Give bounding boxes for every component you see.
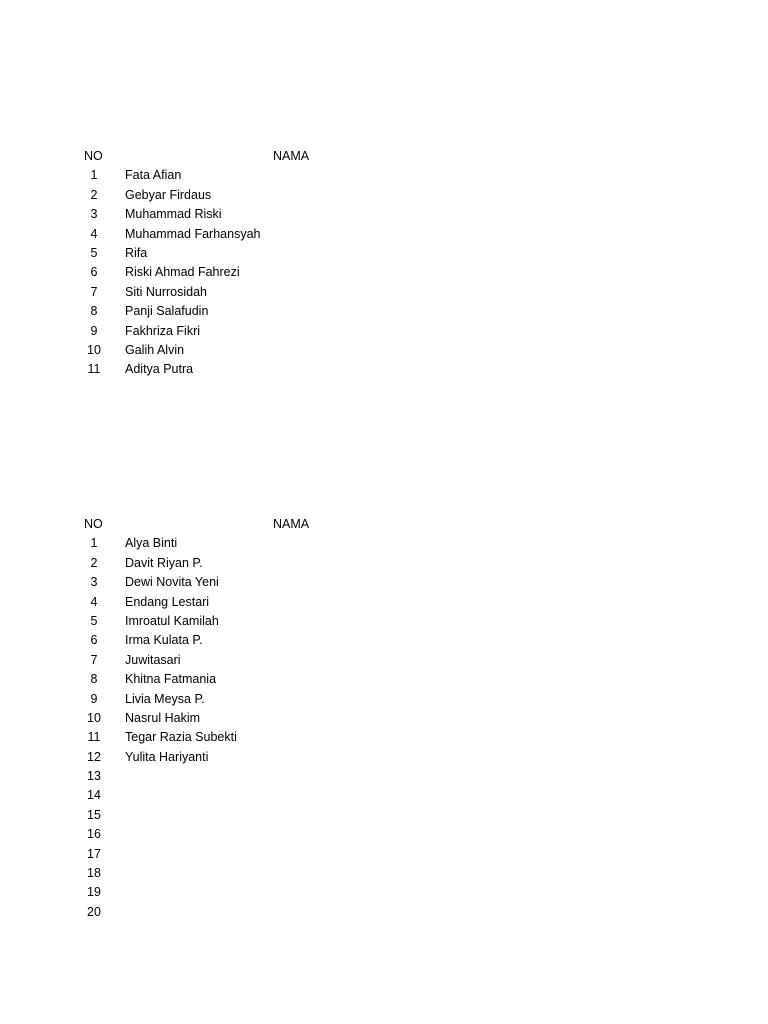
table-row — [80, 728, 400, 747]
table-row — [80, 786, 400, 805]
row-number: 6 — [90, 265, 98, 280]
row-number: 11 — [87, 362, 101, 377]
row-number: 20 — [87, 904, 101, 919]
row-name: Riski Ahmad Fahrezi — [125, 265, 240, 280]
table-row — [80, 748, 400, 767]
row-number: 10 — [87, 342, 101, 357]
table-row — [80, 845, 400, 864]
row-number: 7 — [90, 652, 98, 667]
table-row — [80, 864, 400, 883]
table-row — [80, 593, 400, 612]
row-name: Alya Binti — [125, 536, 178, 551]
row-number: 12 — [87, 749, 101, 764]
row-number: 10 — [87, 710, 101, 725]
row-number: 3 — [90, 575, 98, 590]
row-name: Dewi Novita Yeni — [125, 575, 219, 590]
student-table-2 — [80, 515, 400, 922]
row-number: 8 — [90, 672, 98, 687]
table-header — [80, 147, 400, 166]
row-number: 9 — [90, 323, 98, 338]
table-header — [80, 515, 400, 534]
table-row — [80, 225, 400, 244]
table-row — [80, 651, 400, 670]
row-name: Nasrul Hakim — [125, 710, 201, 725]
row-name: Davit Riyan P. — [125, 555, 203, 570]
table-row — [80, 573, 400, 592]
table-row — [80, 767, 400, 786]
row-number: 2 — [90, 187, 98, 202]
row-number: 9 — [90, 691, 98, 706]
row-name: Panji Salafudin — [125, 304, 209, 319]
table-body — [80, 534, 400, 922]
row-number: 5 — [90, 245, 98, 260]
row-number: 4 — [90, 226, 98, 241]
table-row — [80, 806, 400, 825]
header-name: NAMA — [273, 517, 310, 531]
row-name: Yulita Hariyanti — [125, 749, 209, 764]
student-table-1 — [80, 147, 400, 380]
table-row — [80, 263, 400, 282]
row-number: 18 — [87, 866, 101, 881]
row-number: 3 — [90, 207, 98, 222]
row-name: Muhammad Riski — [125, 207, 222, 222]
row-number: 15 — [87, 807, 101, 822]
table-row — [80, 341, 400, 360]
table-row — [80, 883, 400, 902]
row-number: 1 — [90, 536, 98, 551]
row-number: 8 — [90, 304, 98, 319]
row-name: Imroatul Kamilah — [125, 613, 219, 628]
row-number: 13 — [87, 769, 101, 784]
table-row — [80, 534, 400, 553]
row-name: Muhammad Farhansyah — [125, 226, 261, 241]
row-name: Khitna Fatmania — [125, 672, 217, 687]
table-row — [80, 166, 400, 185]
table-row — [80, 283, 400, 302]
table-row — [80, 244, 400, 263]
row-number: 16 — [87, 827, 101, 842]
row-number: 5 — [90, 613, 98, 628]
table-row — [80, 670, 400, 689]
table-row — [80, 903, 400, 922]
row-name: Livia Meysa P. — [125, 691, 205, 706]
table-row — [80, 825, 400, 844]
row-name: Juwitasari — [125, 652, 181, 667]
row-name: Tegar Razia Subekti — [125, 730, 237, 745]
header-no: NO — [84, 149, 103, 163]
row-number: 4 — [90, 594, 98, 609]
row-name: Fata Afian — [125, 168, 182, 183]
header-no: NO — [84, 517, 103, 531]
row-name: Gebyar Firdaus — [125, 187, 212, 202]
row-number: 2 — [90, 555, 98, 570]
header-name: NAMA — [273, 149, 310, 163]
table-row — [80, 690, 400, 709]
row-name: Siti Nurrosidah — [125, 284, 207, 299]
row-name: Aditya Putra — [125, 362, 194, 377]
row-number: 17 — [87, 846, 101, 861]
table-row — [80, 360, 400, 379]
table-row — [80, 205, 400, 224]
row-number: 6 — [90, 633, 98, 648]
row-number: 1 — [90, 168, 98, 183]
row-number: 14 — [87, 788, 101, 803]
table-row — [80, 612, 400, 631]
row-number: 7 — [90, 284, 98, 299]
table-row — [80, 186, 400, 205]
table-body — [80, 166, 400, 379]
table-row — [80, 322, 400, 341]
row-name: Irma Kulata P. — [125, 633, 203, 648]
table-row — [80, 709, 400, 728]
row-name: Endang Lestari — [125, 594, 210, 609]
row-name: Fakhriza Fikri — [125, 323, 201, 338]
row-number: 19 — [87, 885, 101, 900]
row-name: Galih Alvin — [125, 342, 185, 357]
table-row — [80, 554, 400, 573]
table-row — [80, 302, 400, 321]
row-name: Rifa — [125, 245, 148, 260]
row-number: 11 — [87, 730, 101, 745]
table-row — [80, 631, 400, 650]
